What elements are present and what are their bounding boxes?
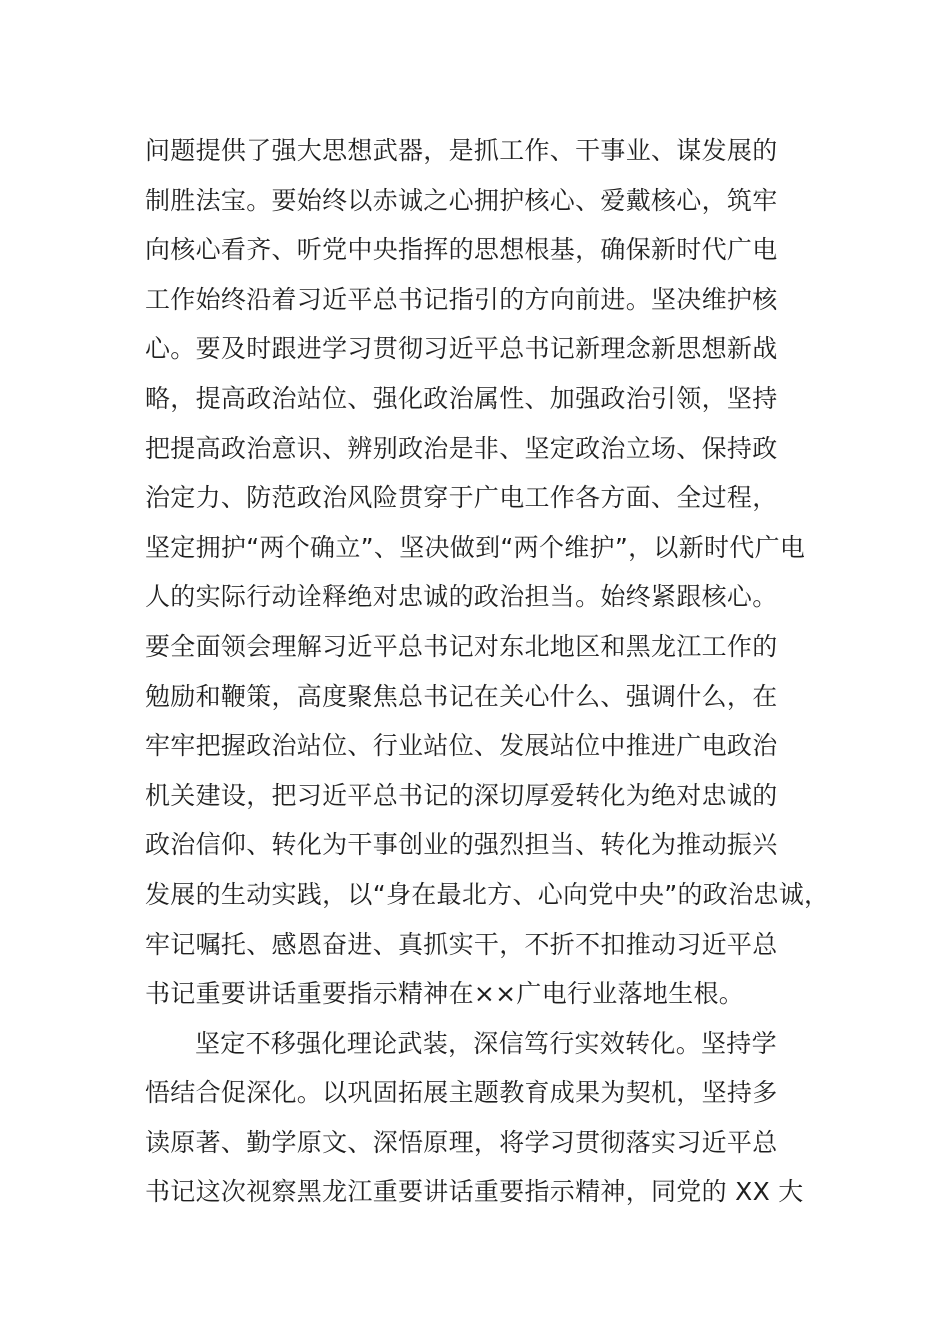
text-line: 人的实际行动诠释绝对忠诚的政治担当。始终紧跟核心。 xyxy=(145,582,778,612)
text-line: 略，提高政治站位、强化政治属性、加强政治引领，坚持 xyxy=(145,383,778,413)
text-line: 制胜法宝。要始终以赤诚之心拥护核心、爱戴核心，筑牢 xyxy=(145,185,778,215)
text-line: 机关建设，把习近平总书记的深切厚爱转化为绝对忠诚的 xyxy=(145,780,778,810)
text-line: 书记这次视察黑龙江重要讲话重要指示精神，同党的 XX 大 xyxy=(145,1177,804,1207)
text-line: 要全面领会理解习近平总书记对东北地区和黑龙江工作的 xyxy=(145,631,778,661)
document-body xyxy=(145,132,845,1223)
text-line: 牢牢把握政治站位、行业站位、发展站位中推进广电政治 xyxy=(145,731,778,761)
text-line: 书记重要讲话重要指示精神在××广电行业落地生根。 xyxy=(145,979,745,1009)
text-line: 工作始终沿着习近平总书记指引的方向前进。坚决维护核 xyxy=(145,284,778,314)
text-line: 读原著、勤学原文、深悟原理，将学习贯彻落实习近平总 xyxy=(145,1127,778,1157)
text-line: 把提高政治意识、辨别政治是非、坚定政治立场、保持政 xyxy=(145,433,778,463)
text-line: 问题提供了强大思想武器，是抓工作、干事业、谋发展的 xyxy=(145,136,778,165)
text-line: 向核心看齐、听党中央指挥的思想根基，确保新时代广电 xyxy=(145,235,778,265)
text-line: 悟结合促深化。以巩固拓展主题教育成果为契机，坚持多 xyxy=(145,1078,778,1108)
text-line: 牢记嘱托、感恩奋进、真抓实干，不折不扣推动习近平总 xyxy=(145,929,778,959)
text-line: 坚定拥护“两个确立”、坚决做到“两个维护”，以新时代广电 xyxy=(145,532,806,562)
text-line: 发展的生动实践，以“身在最北方、心向党中央”的政治忠诚， xyxy=(145,879,830,909)
paragraph-first-line: 坚定不移强化理论武装，深信笃行实效转化。坚持学 xyxy=(195,1028,777,1058)
text-line: 政治信仰、转化为干事创业的强烈担当、转化为推动振兴 xyxy=(145,830,778,860)
text-line: 治定力、防范政治风险贯穿于广电工作各方面、全过程， xyxy=(145,483,778,513)
text-line: 心。要及时跟进学习贯彻习近平总书记新理念新思想新战 xyxy=(145,334,778,364)
text-line: 勉励和鞭策，高度聚焦总书记在关心什么、强调什么，在 xyxy=(145,681,778,711)
